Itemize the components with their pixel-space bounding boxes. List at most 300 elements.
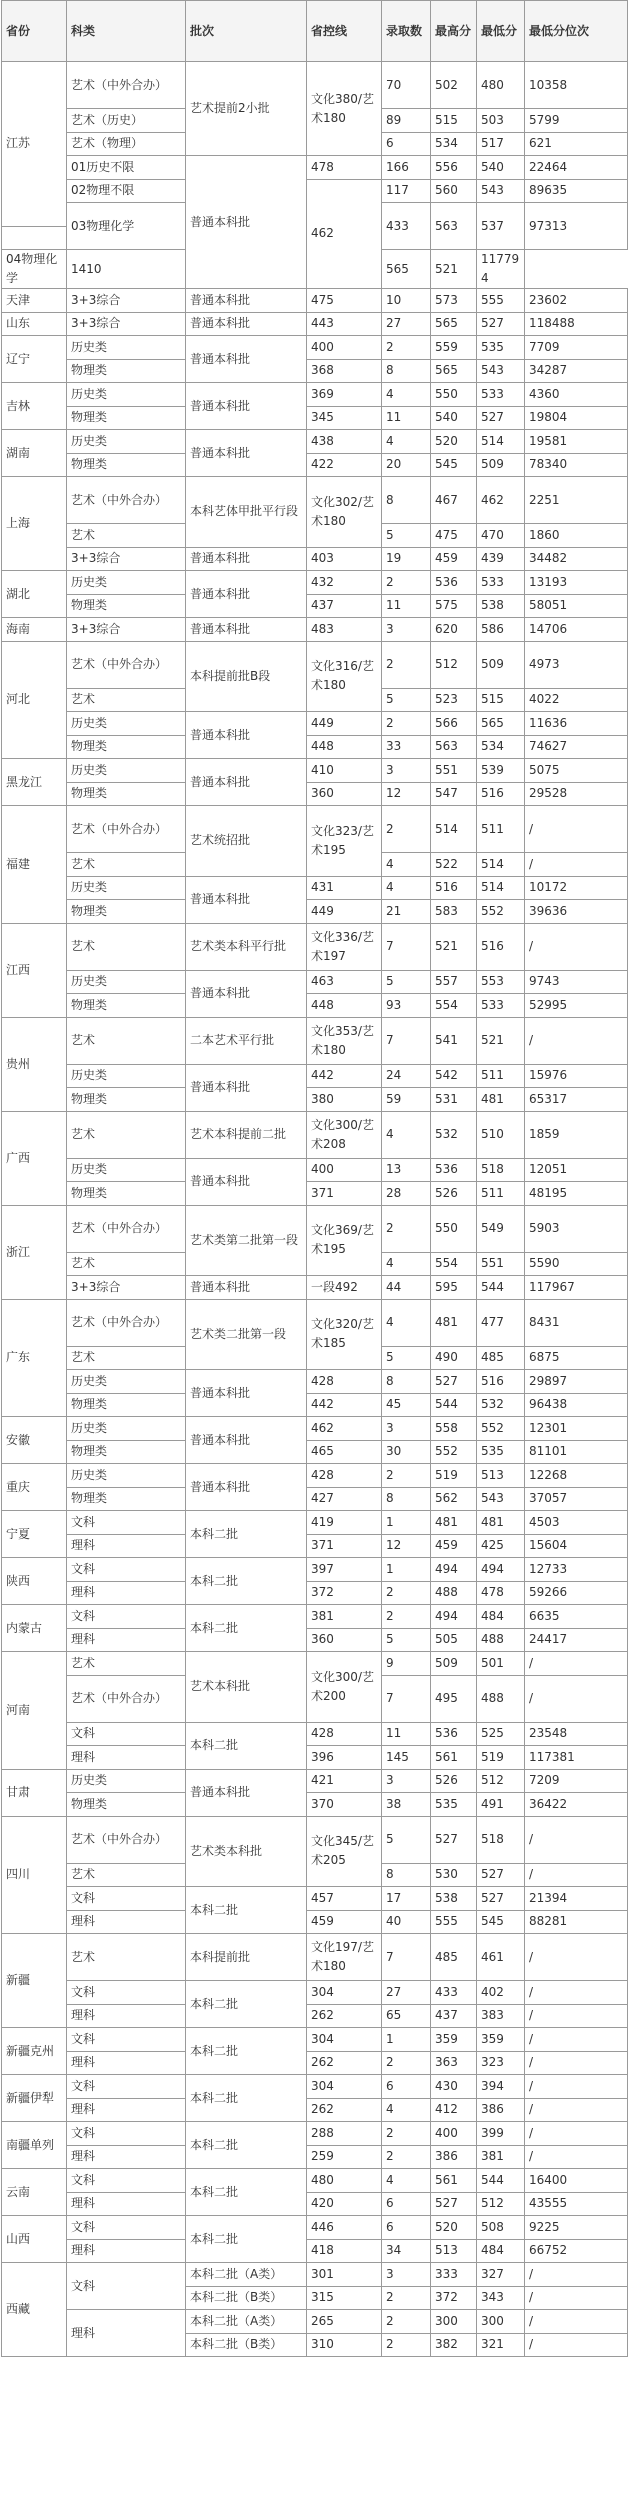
- table-cell: 历史类: [67, 970, 186, 994]
- table-cell: 艺术: [67, 688, 186, 712]
- table-cell: 文化336/艺术197: [307, 923, 382, 970]
- table-cell: 15976: [525, 1064, 628, 1088]
- table-row: [2, 1487, 628, 1511]
- table-cell: 2: [382, 2286, 431, 2310]
- table-cell: 483: [307, 618, 382, 642]
- table-cell: 12268: [525, 1464, 628, 1488]
- table-cell: 8: [382, 1487, 431, 1511]
- table-row: [2, 2028, 628, 2052]
- table-cell: 494: [431, 1605, 477, 1629]
- table-cell: 553: [477, 970, 525, 994]
- table-cell: 2: [382, 2122, 431, 2146]
- table-cell: 2: [382, 1605, 431, 1629]
- table-cell: 540: [431, 406, 477, 430]
- table-cell: 562: [431, 1487, 477, 1511]
- table-cell: 371: [307, 1534, 382, 1558]
- table-row: [2, 759, 628, 783]
- table-cell: 文化316/艺术180: [307, 641, 382, 712]
- table-cell: 福建: [2, 806, 67, 924]
- table-cell: 02物理不限: [67, 179, 186, 203]
- table-cell: 01历史不限: [67, 156, 186, 180]
- table-cell: 552: [431, 1440, 477, 1464]
- table-cell: 艺术（中外合办）: [67, 1205, 186, 1252]
- table-cell: 449: [307, 900, 382, 924]
- table-cell: 485: [431, 1934, 477, 1981]
- table-cell: 普通本科批: [186, 1276, 307, 1300]
- table-cell: 345: [307, 406, 382, 430]
- table-cell: 545: [431, 453, 477, 477]
- table-cell: 本科二批（B类）: [186, 2286, 307, 2310]
- table-cell: /: [525, 2075, 628, 2099]
- header-batch: 批次: [186, 1, 307, 62]
- table-cell: 117: [382, 179, 431, 203]
- table-cell: 普通本科批: [186, 430, 307, 477]
- table-cell: 462: [307, 179, 382, 289]
- table-cell: 535: [477, 1440, 525, 1464]
- table-cell: 本科二批: [186, 1981, 307, 2028]
- table-cell: 理科: [67, 2145, 186, 2169]
- table-cell: 34482: [525, 547, 628, 571]
- table-cell: 艺术: [67, 1252, 186, 1276]
- table-cell: 535: [477, 336, 525, 360]
- table-cell: 文化345/艺术205: [307, 1816, 382, 1887]
- table-cell: 普通本科批: [186, 289, 307, 313]
- table-cell: 527: [477, 1887, 525, 1911]
- table-cell: 595: [431, 1276, 477, 1300]
- table-cell: 418: [307, 2239, 382, 2263]
- table-cell: 西藏: [2, 2263, 67, 2357]
- table-cell: 艺术（中外合办）: [67, 62, 186, 109]
- table-cell: 560: [431, 179, 477, 203]
- table-cell: 4: [382, 853, 431, 877]
- table-cell: 普通本科批: [186, 1417, 307, 1464]
- table-cell: 普通本科批: [186, 383, 307, 430]
- table-cell: 521: [431, 250, 477, 289]
- table-cell: 478: [307, 156, 382, 180]
- table-cell: 27: [382, 1981, 431, 2005]
- table-cell: 江西: [2, 923, 67, 1017]
- table-cell: 历史类: [67, 1417, 186, 1441]
- table-row: [2, 2263, 628, 2287]
- table-cell: 文化369/艺术195: [307, 1205, 382, 1276]
- table-cell: 494: [477, 1558, 525, 1582]
- header-control-line: 省控线: [307, 1, 382, 62]
- table-cell: 518: [477, 1158, 525, 1182]
- table-cell: 29528: [525, 782, 628, 806]
- table-cell: 普通本科批: [186, 336, 307, 383]
- table-cell: 288: [307, 2122, 382, 2146]
- table-cell: 527: [477, 406, 525, 430]
- table-cell: 536: [431, 1722, 477, 1746]
- table-cell: 文科: [67, 2263, 186, 2310]
- table-cell: 理科: [67, 2051, 186, 2075]
- table-cell: 4: [382, 2098, 431, 2122]
- table-cell: 481: [431, 1511, 477, 1535]
- table-cell: 7: [382, 1675, 431, 1722]
- table-cell: 历史类: [67, 571, 186, 595]
- table-row: [2, 1417, 628, 1441]
- table-cell: 理科: [67, 1534, 186, 1558]
- table-cell: 166: [382, 156, 431, 180]
- table-cell: 462: [477, 477, 525, 524]
- table-cell: 1859: [525, 1111, 628, 1158]
- table-cell: 512: [477, 2192, 525, 2216]
- table-row: [2, 62, 628, 86]
- table-cell: 304: [307, 2028, 382, 2052]
- table-cell: 402: [477, 1981, 525, 2005]
- table-cell: 艺术（中外合办）: [67, 1816, 186, 1863]
- table-cell: 广西: [2, 1111, 67, 1205]
- table-cell: 397: [307, 1558, 382, 1582]
- table-cell: 540: [477, 156, 525, 180]
- table-cell: 513: [477, 1464, 525, 1488]
- table-cell: 300: [431, 2310, 477, 2334]
- table-row: [2, 383, 628, 407]
- table-cell: 山东: [2, 312, 67, 336]
- table-cell: 南疆单列: [2, 2122, 67, 2169]
- table-cell: 536: [431, 1158, 477, 1182]
- table-cell: 艺术类二批第一段: [186, 1299, 307, 1370]
- table-cell: 新疆伊犁: [2, 2075, 67, 2122]
- table-cell: 552: [477, 900, 525, 924]
- table-cell: 539: [477, 759, 525, 783]
- table-cell: 586: [477, 618, 525, 642]
- table-cell: 532: [477, 1393, 525, 1417]
- table-cell: 360: [307, 782, 382, 806]
- table-row: [2, 1981, 628, 2005]
- table-cell: 本科提前批: [186, 1934, 307, 1981]
- table-cell: 394: [477, 2075, 525, 2099]
- table-cell: 历史类: [67, 712, 186, 736]
- table-cell: 17: [382, 1887, 431, 1911]
- table-cell: 03物理化学: [67, 203, 186, 250]
- table-cell: 428: [307, 1370, 382, 1394]
- table-cell: 本科二批（A类）: [186, 2310, 307, 2334]
- table-row: [2, 312, 628, 336]
- table-cell: 普通本科批: [186, 1769, 307, 1816]
- table-cell: 478: [477, 1581, 525, 1605]
- table-row: [2, 1558, 628, 1582]
- table-cell: 475: [431, 524, 477, 548]
- table-row: [2, 900, 628, 924]
- table-row: [2, 477, 628, 501]
- table-cell: 481: [477, 1511, 525, 1535]
- table-cell: 544: [477, 2169, 525, 2193]
- table-cell: 3: [382, 759, 431, 783]
- table-cell: 物理类: [67, 1393, 186, 1417]
- table-cell: 491: [477, 1793, 525, 1817]
- table-cell: 550: [431, 1205, 477, 1252]
- table-cell: 理科: [67, 1746, 186, 1770]
- table-cell: 21: [382, 900, 431, 924]
- table-cell: 11: [382, 1722, 431, 1746]
- table-cell: 565: [431, 312, 477, 336]
- table-cell: 15604: [525, 1534, 628, 1558]
- table-cell: 6: [382, 132, 431, 156]
- table-cell: /: [525, 1675, 628, 1722]
- table-row: [2, 1276, 628, 1300]
- table-cell: 561: [431, 1746, 477, 1770]
- table-cell: 物理类: [67, 453, 186, 477]
- table-cell: 443: [307, 312, 382, 336]
- table-cell: 265: [307, 2310, 382, 2334]
- table-cell: 475: [307, 289, 382, 313]
- table-cell: 543: [477, 359, 525, 383]
- table-cell: 本科二批: [186, 1558, 307, 1605]
- table-cell: 本科二批（B类）: [186, 2333, 307, 2357]
- table-cell: 艺术（中外合办）: [67, 1299, 186, 1346]
- table-row: [2, 994, 628, 1018]
- table-row: [2, 1534, 628, 1558]
- table-cell: 514: [477, 876, 525, 900]
- table-cell: 12301: [525, 1417, 628, 1441]
- table-row: [2, 571, 628, 595]
- table-cell: 363: [431, 2051, 477, 2075]
- table-cell: 534: [477, 735, 525, 759]
- table-cell: 89635: [525, 179, 628, 203]
- table-cell: 371: [307, 1182, 382, 1206]
- table-cell: 二本艺术平行批: [186, 1017, 307, 1064]
- table-cell: 527: [477, 1863, 525, 1887]
- table-cell: 37057: [525, 1487, 628, 1511]
- table-cell: 3: [382, 1769, 431, 1793]
- table-cell: /: [525, 1981, 628, 2005]
- table-cell: 513: [431, 2239, 477, 2263]
- table-cell: 理科: [67, 1628, 186, 1652]
- table-cell: 普通本科批: [186, 759, 307, 806]
- table-cell: 10: [382, 289, 431, 313]
- table-cell: 448: [307, 994, 382, 1018]
- table-cell: 480: [477, 62, 525, 109]
- table-cell: 383: [477, 2004, 525, 2028]
- table-cell: 天津: [2, 289, 67, 313]
- table-cell: 8: [382, 477, 431, 524]
- table-row: [2, 806, 628, 830]
- table-cell: /: [525, 853, 628, 877]
- table-cell: 45: [382, 1393, 431, 1417]
- table-cell: 117794: [477, 250, 525, 289]
- table-row: [2, 2051, 628, 2075]
- table-cell: 文科: [67, 2169, 186, 2193]
- table-cell: 484: [477, 1605, 525, 1629]
- table-cell: 510: [477, 1111, 525, 1158]
- table-cell: 甘肃: [2, 1769, 67, 1816]
- table-row: [2, 1934, 628, 1958]
- table-cell: 5903: [525, 1205, 628, 1252]
- table-cell: 516: [477, 782, 525, 806]
- table-cell: 04物理化学: [2, 250, 67, 289]
- table-cell: 5: [382, 1816, 431, 1863]
- table-cell: 470: [477, 524, 525, 548]
- table-cell: 艺术（中外合办）: [67, 641, 186, 688]
- table-cell: 7: [382, 1017, 431, 1064]
- table-cell: 511: [477, 1064, 525, 1088]
- header-lowest-score: 最低分: [477, 1, 525, 62]
- table-cell: 536: [431, 571, 477, 595]
- table-cell: 2: [382, 1581, 431, 1605]
- table-cell: 13193: [525, 571, 628, 595]
- table-cell: 538: [431, 1887, 477, 1911]
- table-cell: 本科二批（A类）: [186, 2263, 307, 2287]
- table-cell: 459: [307, 1910, 382, 1934]
- table-cell: 419: [307, 1511, 382, 1535]
- table-cell: 普通本科批: [186, 876, 307, 923]
- table-cell: 23548: [525, 1722, 628, 1746]
- table-cell: 459: [431, 547, 477, 571]
- table-cell: 历史类: [67, 430, 186, 454]
- header-subject-category: 科类: [67, 1, 186, 62]
- table-cell: 艺术: [67, 1863, 186, 1887]
- table-cell: 物理类: [67, 594, 186, 618]
- table-cell: 艺术: [67, 524, 186, 548]
- table-cell: 532: [431, 1111, 477, 1158]
- table-cell: 520: [431, 2216, 477, 2240]
- table-cell: 24: [382, 1064, 431, 1088]
- table-row: [2, 1064, 628, 1088]
- table-row: [2, 1393, 628, 1417]
- table-cell: 10358: [525, 62, 628, 109]
- table-cell: 488: [477, 1628, 525, 1652]
- header-admitted-count: 录取数: [382, 1, 431, 62]
- table-row: [2, 1605, 628, 1629]
- table-row: [2, 2004, 628, 2028]
- table-cell: 386: [477, 2098, 525, 2122]
- table-cell: /: [525, 2263, 628, 2287]
- table-cell: 300: [477, 2310, 525, 2334]
- table-cell: 433: [431, 1981, 477, 2005]
- table-cell: 2: [382, 2310, 431, 2334]
- table-cell: 431: [307, 876, 382, 900]
- table-cell: 420: [307, 2192, 382, 2216]
- table-row: [2, 970, 628, 994]
- table-cell: 442: [307, 1064, 382, 1088]
- table-row: [2, 618, 628, 642]
- table-cell: 本科二批: [186, 2169, 307, 2216]
- table-cell: 117967: [525, 1276, 628, 1300]
- table-cell: 12733: [525, 1558, 628, 1582]
- table-cell: 文化300/艺术200: [307, 1652, 382, 1723]
- table-cell: 宁夏: [2, 1511, 67, 1558]
- table-cell: 396: [307, 1746, 382, 1770]
- table-cell: 481: [477, 1088, 525, 1112]
- table-cell: 4: [382, 2169, 431, 2193]
- table-cell: 65317: [525, 1088, 628, 1112]
- table-row: [2, 1370, 628, 1394]
- table-cell: 433: [382, 203, 431, 250]
- table-cell: 1: [382, 1558, 431, 1582]
- table-cell: 575: [431, 594, 477, 618]
- table-cell: 普通本科批: [186, 571, 307, 618]
- table-cell: 428: [307, 1464, 382, 1488]
- table-row: [2, 1511, 628, 1535]
- table-row: [2, 2098, 628, 2122]
- table-cell: 533: [477, 571, 525, 595]
- table-cell: 历史类: [67, 1064, 186, 1088]
- table-cell: 565: [382, 250, 431, 289]
- table-row: [2, 156, 628, 180]
- table-cell: 403: [307, 547, 382, 571]
- table-cell: 24417: [525, 1628, 628, 1652]
- table-cell: 527: [477, 312, 525, 336]
- table-cell: 2: [382, 641, 431, 688]
- table-cell: 477: [477, 1299, 525, 1346]
- table-cell: 艺术统招批: [186, 806, 307, 877]
- table-cell: 本科二批: [186, 2075, 307, 2122]
- table-cell: 66752: [525, 2239, 628, 2263]
- table-row: [2, 1581, 628, 1605]
- table-cell: 558: [431, 1417, 477, 1441]
- table-cell: 485: [477, 1346, 525, 1370]
- admission-score-table: [1, 0, 628, 2357]
- table-cell: 本科二批: [186, 2028, 307, 2075]
- table-cell: 437: [307, 594, 382, 618]
- table-row: [2, 1464, 628, 1488]
- table-cell: 艺术类本科批: [186, 1816, 307, 1887]
- table-cell: 512: [431, 641, 477, 688]
- table-cell: 10172: [525, 876, 628, 900]
- table-cell: 543: [477, 179, 525, 203]
- table-cell: 云南: [2, 2169, 67, 2216]
- table-cell: 4022: [525, 688, 628, 712]
- table-cell: 543: [477, 1487, 525, 1511]
- table-cell: 88281: [525, 1910, 628, 1934]
- table-cell: 物理类: [67, 1182, 186, 1206]
- table-cell: 484: [477, 2239, 525, 2263]
- table-cell: 艺术（中外合办）: [67, 806, 186, 853]
- table-cell: 河南: [2, 1652, 67, 1770]
- table-cell: 81101: [525, 1440, 628, 1464]
- table-cell: 3+3综合: [67, 618, 186, 642]
- table-header: [2, 1, 628, 62]
- table-row: [2, 1746, 628, 1770]
- table-cell: 44: [382, 1276, 431, 1300]
- table-cell: 583: [431, 900, 477, 924]
- table-cell: 物理类: [67, 1440, 186, 1464]
- table-body: [2, 62, 628, 2357]
- table-cell: 艺术（中外合办）: [67, 477, 186, 524]
- table-cell: 449: [307, 712, 382, 736]
- table-cell: 555: [477, 289, 525, 313]
- table-row: [2, 1111, 628, 1135]
- table-cell: 360: [307, 1628, 382, 1652]
- table-cell: /: [525, 2028, 628, 2052]
- table-row: [2, 641, 628, 665]
- table-cell: 515: [431, 109, 477, 133]
- header-province: 省份: [2, 1, 67, 62]
- table-cell: 理科: [67, 2098, 186, 2122]
- table-cell: 117381: [525, 1746, 628, 1770]
- table-cell: 普通本科批: [186, 1464, 307, 1511]
- table-cell: 410: [307, 759, 382, 783]
- table-cell: 370: [307, 1793, 382, 1817]
- table-cell: 4: [382, 430, 431, 454]
- table-cell: 304: [307, 2075, 382, 2099]
- table-cell: 542: [431, 1064, 477, 1088]
- table-cell: 普通本科批: [186, 1158, 307, 1205]
- table-row: [2, 2075, 628, 2099]
- table-cell: 9743: [525, 970, 628, 994]
- table-cell: 理科: [67, 2004, 186, 2028]
- table-cell: 普通本科批: [186, 547, 307, 571]
- table-cell: 普通本科批: [186, 1370, 307, 1417]
- table-cell: 526: [431, 1769, 477, 1793]
- table-cell: 1: [382, 2028, 431, 2052]
- table-cell: 5: [382, 1628, 431, 1652]
- table-cell: 4: [382, 1299, 431, 1346]
- table-cell: 545: [477, 1910, 525, 1934]
- table-cell: 普通本科批: [186, 712, 307, 759]
- header-highest-score: 最高分: [431, 1, 477, 62]
